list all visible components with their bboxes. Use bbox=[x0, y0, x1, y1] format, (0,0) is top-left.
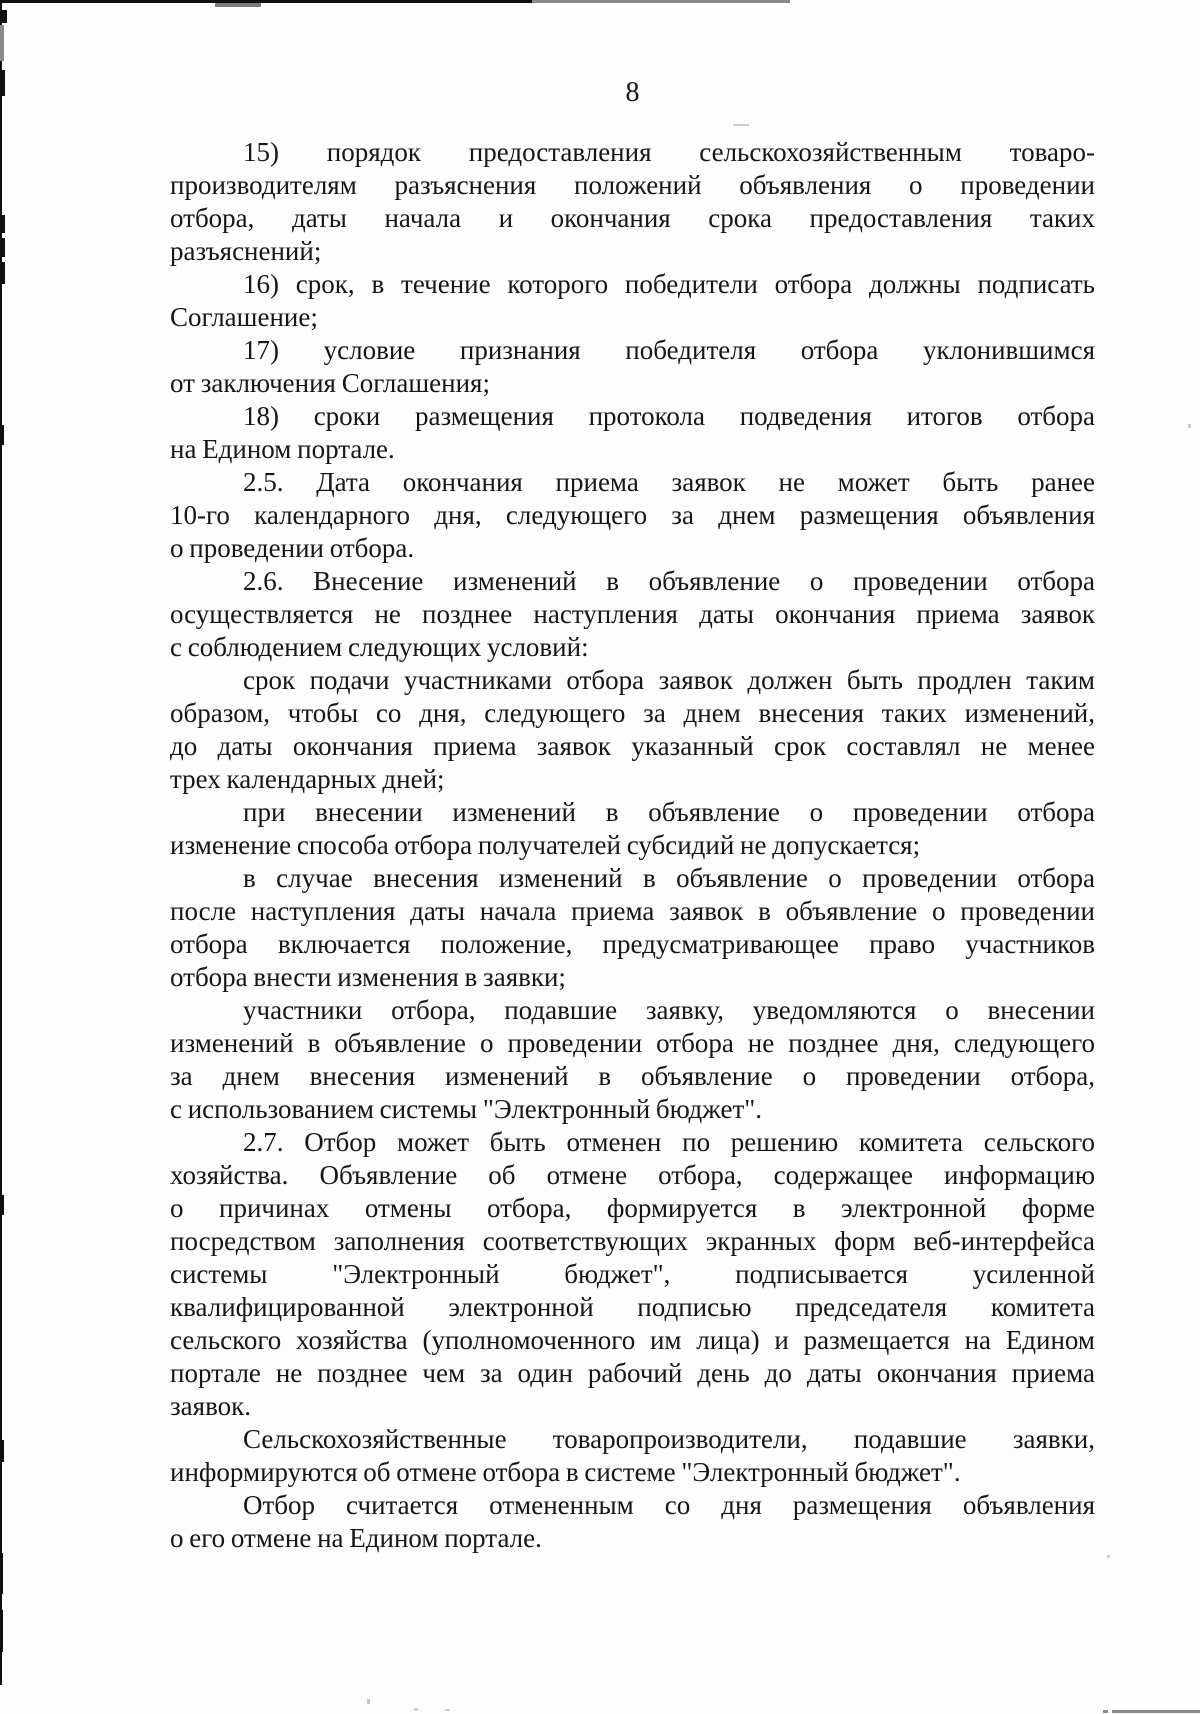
text-line: квалифицированной электронной подписью председателя комитета bbox=[170, 1292, 1095, 1322]
scan-speck bbox=[1188, 424, 1191, 428]
text-line: заявок. bbox=[170, 1391, 251, 1421]
text-line: в случае внесения изменений в объявление о проведении отбора bbox=[243, 863, 1095, 893]
text-line: осуществляется не позднее наступления даты окончания приема заявок bbox=[170, 599, 1095, 629]
scan-artifact-top-edge bbox=[0, 0, 532, 3]
scan-artifact-left-edge bbox=[0, 0, 2, 1685]
text-line: изменений в объявление о проведении отбора не позднее дня, следующего bbox=[170, 1028, 1095, 1058]
text-line: с соблюдением следующих условий: bbox=[170, 632, 589, 662]
scan-speck bbox=[414, 1708, 418, 1711]
text-line: за днем внесения изменений в объявление о проведении отбора, bbox=[170, 1061, 1095, 1091]
text-line: 2.5. Дата окончания приема заявок не может быть ранее bbox=[243, 467, 1095, 497]
scan-speck bbox=[733, 124, 749, 126]
text-line: 2.6. Внесение изменений в объявление о проведении отбора bbox=[243, 566, 1095, 596]
text-line: посредством заполнения соответствующих экранных форм веб-интерфейса bbox=[170, 1226, 1095, 1256]
text-line: 10-го календарного дня, следующего за днем размещения объявления bbox=[170, 500, 1095, 530]
text-line: о причинах отмены отбора, формируется в электронной форме bbox=[170, 1193, 1095, 1223]
text-line: системы "Электронный бюджет", подписывается усиленной bbox=[170, 1259, 1095, 1289]
text-line: информируются об отмене отбора в системе "Электронный бюджет". bbox=[170, 1457, 961, 1487]
text-line: Отбор считается отмененным со дня размещения объявления bbox=[243, 1490, 1095, 1520]
text-line: сельского хозяйства (уполномоченного им лица) и размещается на Едином bbox=[170, 1325, 1095, 1355]
text-line: изменение способа отбора получателей субсидий не допускается; bbox=[170, 830, 921, 860]
text-line: отбора внести изменения в заявки; bbox=[170, 962, 566, 992]
text-line: производителям разъяснения положений объявления о проведении bbox=[170, 170, 1095, 200]
text-line: с использованием системы "Электронный бюджет". bbox=[170, 1094, 763, 1124]
text-line: Соглашение; bbox=[170, 302, 318, 332]
text-line: Сельскохозяйственные товаропроизводители, подавшие заявки, bbox=[243, 1424, 1095, 1454]
text-line: до даты окончания приема заявок указанный срок составлял не менее bbox=[170, 731, 1095, 761]
text-line: 16) срок, в течение которого победители отбора должны подписать bbox=[243, 269, 1095, 299]
text-line: разъяснений; bbox=[170, 236, 322, 266]
text-line: отбора включается положение, предусматривающее право участников bbox=[170, 929, 1095, 959]
text-line: срок подачи участниками отбора заявок должен быть продлен таким bbox=[243, 665, 1095, 695]
text-line: участники отбора, подавшие заявку, уведомляются о внесении bbox=[243, 995, 1095, 1025]
text-line: 15) порядок предоставления сельскохозяйственным товаро- bbox=[243, 137, 1095, 167]
text-line: портале не позднее чем за один рабочий день до даты окончания приема bbox=[170, 1358, 1095, 1388]
scan-speck bbox=[1107, 1555, 1110, 1558]
text-line: хозяйства. Объявление об отмене отбора, содержащее информацию bbox=[170, 1160, 1095, 1190]
text-line: при внесении изменений в объявление о проведении отбора bbox=[243, 797, 1095, 827]
text-line: отбора, даты начала и окончания срока предоставления таких bbox=[170, 203, 1095, 233]
scan-speck bbox=[367, 1699, 370, 1704]
text-line: о проведении отбора. bbox=[170, 533, 415, 563]
text-line: на Едином портале. bbox=[170, 434, 395, 464]
page-number: 8 bbox=[625, 77, 640, 108]
scan-artifact-bottom-right-dot bbox=[1103, 1710, 1108, 1713]
scan-artifact-top-edge-gray bbox=[532, 0, 790, 3]
text-line: трех календарных дней; bbox=[170, 764, 445, 794]
text-line: о его отмене на Едином портале. bbox=[170, 1523, 542, 1553]
text-line: 17) условие признания победителя отбора уклонившимся bbox=[243, 335, 1095, 365]
text-line: 2.7. Отбор может быть отменен по решению комитета сельского bbox=[243, 1127, 1095, 1157]
text-line: 18) сроки размещения протокола подведения итогов отбора bbox=[243, 401, 1095, 431]
text-line: после наступления даты начала приема заявок в объявление о проведении bbox=[170, 896, 1095, 926]
document-text bbox=[170, 136, 1095, 1555]
text-line: от заключения Соглашения; bbox=[170, 368, 490, 398]
scan-artifact-top-tick bbox=[215, 3, 261, 7]
scan-artifact-bottom-right-line bbox=[1112, 1710, 1200, 1713]
scan-speck bbox=[445, 1709, 450, 1711]
text-line: образом, чтобы со дня, следующего за днем внесения таких изменений, bbox=[170, 698, 1095, 728]
